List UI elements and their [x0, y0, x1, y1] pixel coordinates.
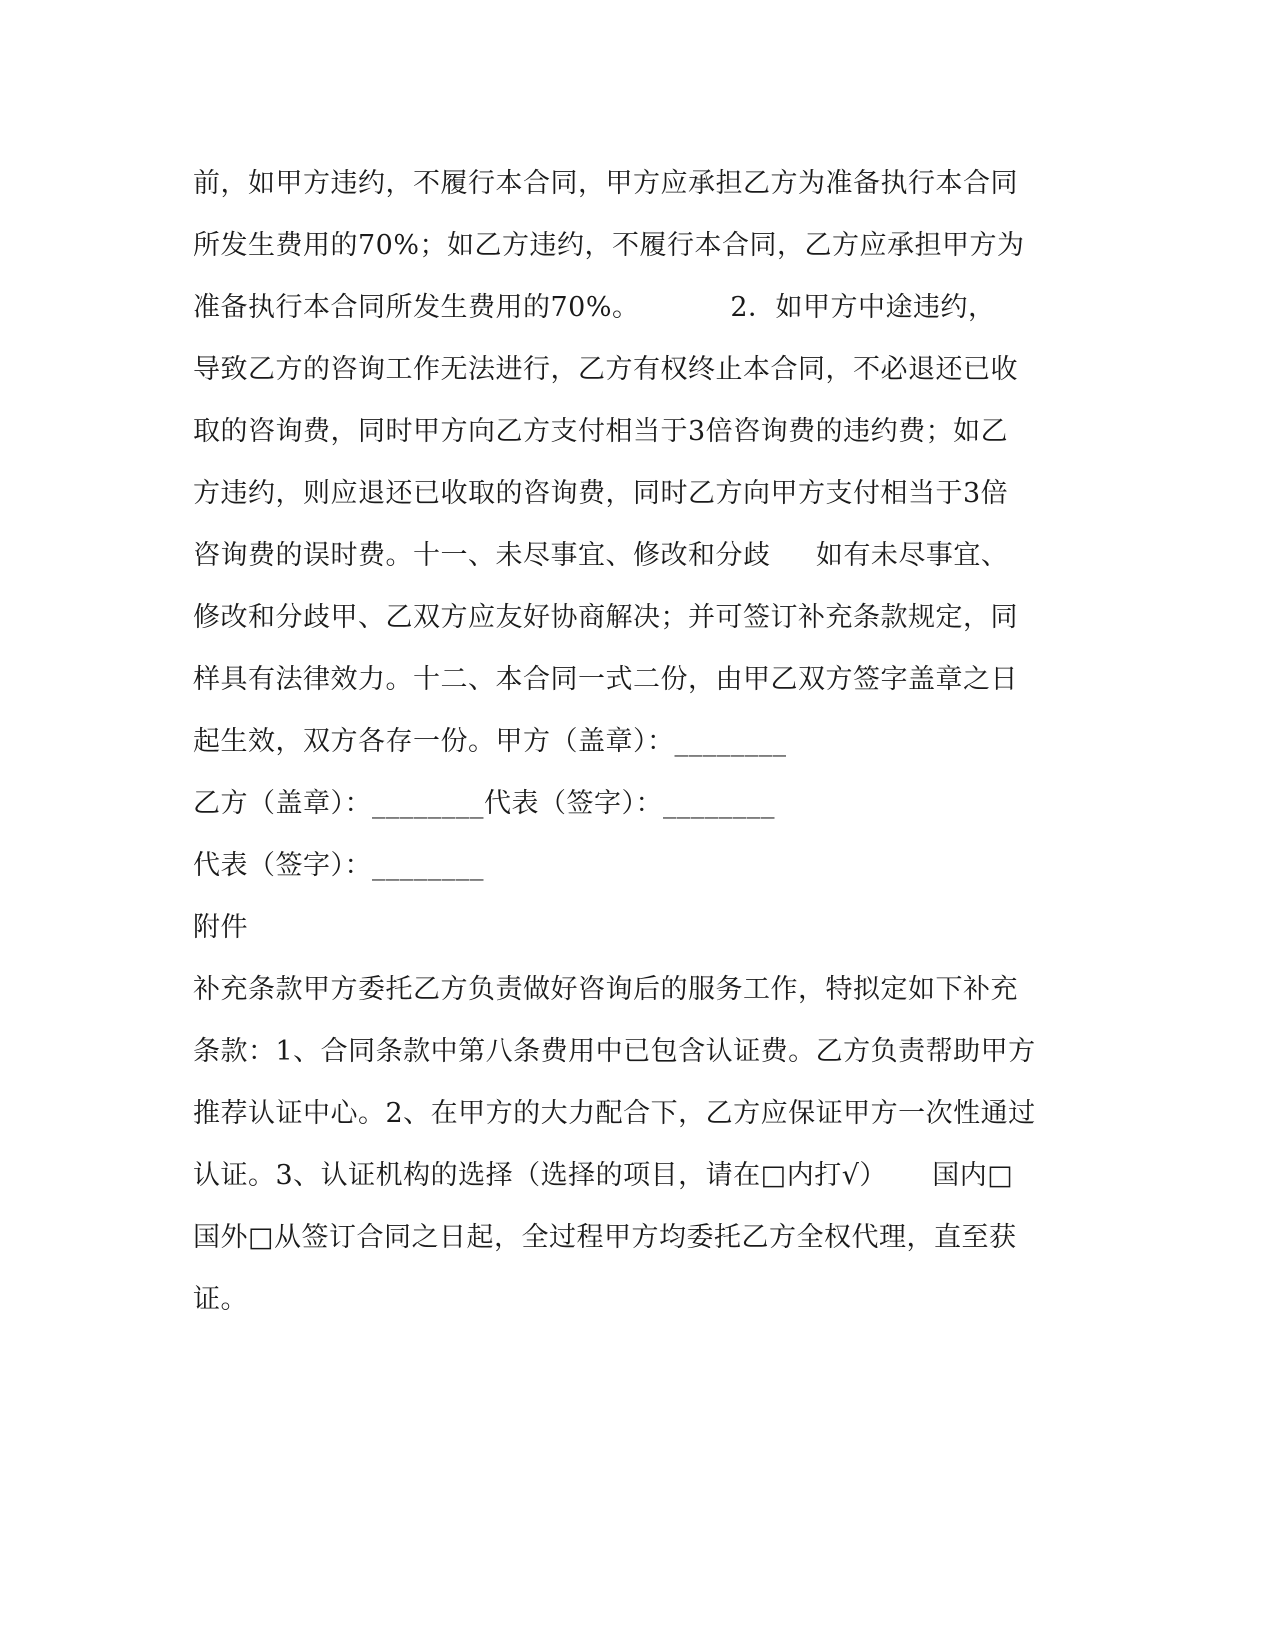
- text-line: 咨询费的误时费。十一、未尽事宜、修改和分歧 如有未尽事宜、: [193, 540, 1009, 571]
- text-line: 准备执行本合同所发生费用的70%。 2．如甲方中途违约，: [193, 292, 996, 323]
- text-line: 推荐认证中心。2、在甲方的大力配合下，乙方应保证甲方一次性通过: [193, 1098, 1036, 1129]
- text-line: 认证。3、认证机构的选择（选择的项目，请在□内打√） 国内□: [193, 1160, 1014, 1191]
- text-line: 条款：1、合同条款中第八条费用中已包含认证费。乙方负责帮助甲方: [193, 1036, 1036, 1067]
- text-line: 方违约，则应退还已收取的咨询费，同时乙方向甲方支付相当于3倍: [193, 478, 1009, 509]
- text-line: 证。: [193, 1284, 248, 1315]
- signature-line-party-a: 起生效，双方各存一份。甲方（盖章）：________: [193, 726, 787, 757]
- text-line: 前，如甲方违约，不履行本合同，甲方应承担乙方为准备执行本合同: [193, 168, 1018, 199]
- text-line: 取的咨询费，同时甲方向乙方支付相当于3倍咨询费的违约费；如乙: [193, 416, 1009, 447]
- text-line: 补充条款甲方委托乙方负责做好咨询后的服务工作，特拟定如下补充: [193, 974, 1018, 1005]
- text-line: 所发生费用的70%；如乙方违约，不履行本合同，乙方应承担甲方为: [193, 230, 1025, 261]
- text-line: 国外□从签订合同之日起，全过程甲方均委托乙方全权代理，直至获: [193, 1222, 1017, 1253]
- section-heading-attachment: 附件: [193, 912, 248, 943]
- signature-line-party-b: 乙方（盖章）：________代表（签字）：________: [193, 788, 775, 819]
- text-line: 修改和分歧甲、乙双方应友好协商解决；并可签订补充条款规定，同: [193, 602, 1018, 633]
- text-line: 样具有法律效力。十二、本合同一式二份，由甲乙双方签字盖章之日: [193, 664, 1018, 695]
- text-line: 导致乙方的咨询工作无法进行，乙方有权终止本合同，不必退还已收: [193, 354, 1018, 385]
- signature-line-representative: 代表（签字）：________: [193, 850, 484, 881]
